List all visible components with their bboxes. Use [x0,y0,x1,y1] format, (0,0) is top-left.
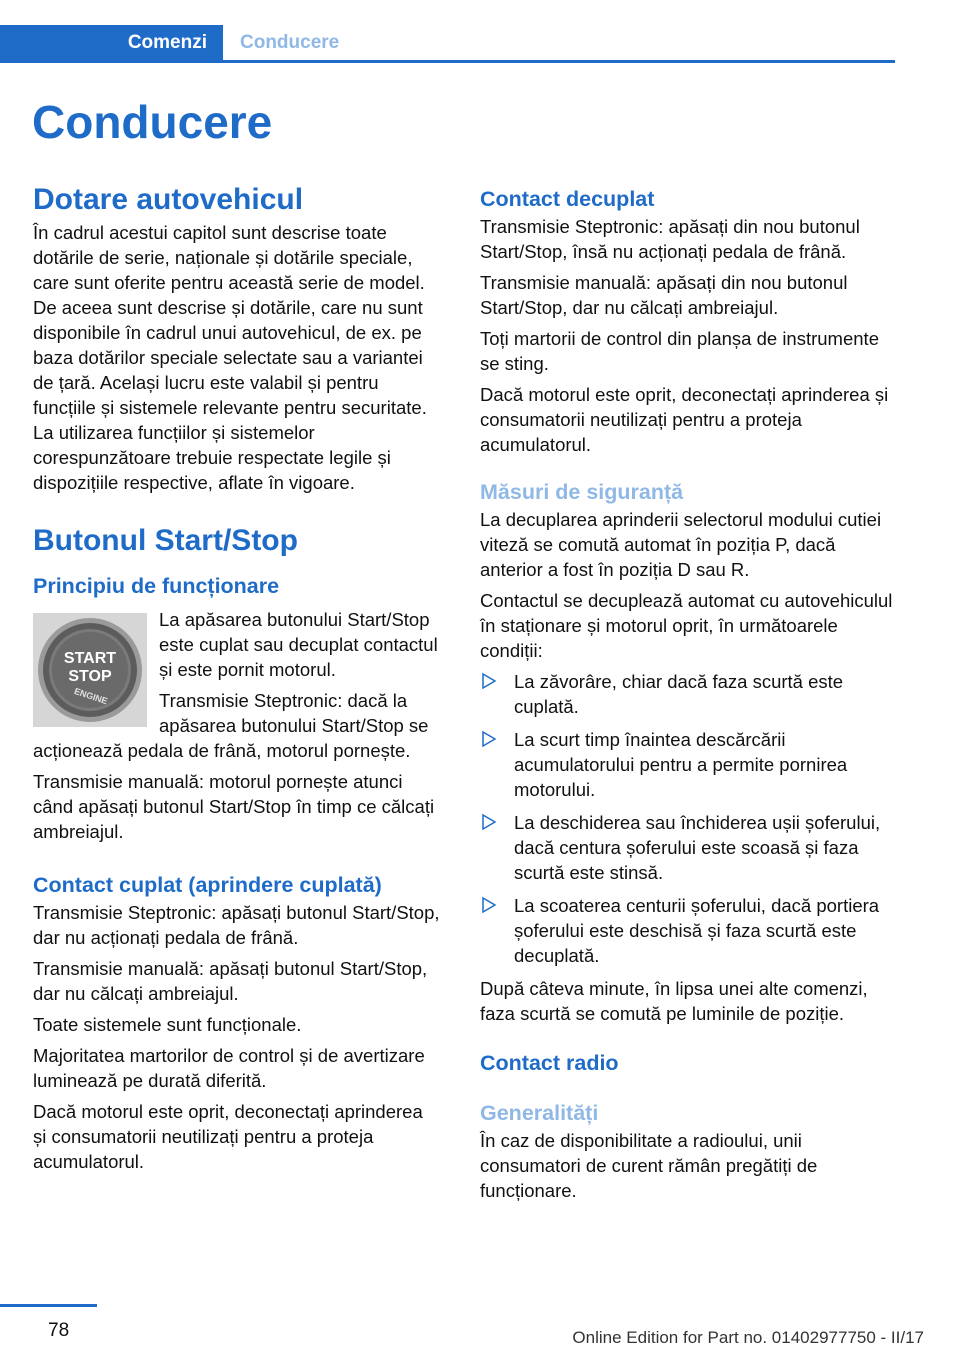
stop-label: STOP [68,668,112,685]
contact-cuplat-text-2: Transmisie manuală: apăsați butonul Start/Stop, dar nu călcați ambreiajul. [33,958,428,1004]
contact-decuplat-text-4: Dacă motorul este oprit, deconectați aprinderea și consumatorii neutilizați pentru a proteja acumulatorul. [480,384,889,455]
list-item [480,893,896,968]
list-item-text: La scurt timp înaintea descărcării acumulatorului pentru a permite pornirea motorului. [514,729,848,800]
page-title: Conducere [32,96,273,148]
header-tabbar [0,25,895,62]
section-title-start-stop: Butonul Start/Stop [33,524,298,557]
contact-cuplat-text-1: Transmisie Steptronic: apăsați butonul Start/Stop, dar nu acționați pedala de frână. [33,902,440,948]
list-item [480,669,896,719]
engine-label: ENGINE [72,686,109,707]
start-stop-figure-block [33,607,441,769]
principiu-text-1: La apăsarea butonului Start/Stop este cuplat sau decuplat contactul și este pornit motorul. [159,609,438,680]
triangle-bullet-icon [482,813,496,831]
list-item [480,727,896,802]
masuri-text-3: După câteva minute, în lipsa unei alte comenzi, faza scurtă se comută pe luminile de poziție. [480,978,868,1024]
subsection-title-principiu: Principiu de funcționare [33,574,280,598]
masuri-text-1: La decuplarea aprinderii selectorul modului cutiei viteză se comută automat în poziția P, dacă anterior a fost în poziția D sau R. [480,509,882,580]
subsection-title-masuri: Măsuri de siguranță [480,480,684,504]
list-item-text: La scoaterea centurii șoferului, dacă portiera șoferului este deschisă și faza scurtă este decuplată. [514,895,880,966]
tab-conducere[interactable]: Conducere [240,32,340,53]
principiu-text-2: Transmisie Steptronic: dacă la apăsarea butonului Start/Stop se acționează pedala de frână, motorul pornește. [33,690,429,761]
tab-comenzi[interactable]: Comenzi [0,25,223,61]
contact-cuplat-text-4: Majoritatea martorilor de control și de avertizare luminează pe durată diferită. [33,1045,425,1091]
list-item-text: La zăvorâre, chiar dacă faza scurtă este cuplată. [514,671,844,717]
subsection-title-contact-decuplat: Contact decuplat [480,187,655,211]
triangle-bullet-icon [482,896,496,914]
footer-rule [0,1304,97,1307]
triangle-bullet-icon [482,672,496,690]
contact-cuplat-text-3: Toate sistemele sunt funcționale. [33,1014,302,1035]
section-title-dotare: Dotare autovehicul [33,183,304,216]
contact-decuplat-text-2: Transmisie manuală: apăsați din nou butonul Start/Stop, dar nu călcați ambreiajul. [480,272,848,318]
subsection-title-generalitati: Generalități [480,1101,599,1125]
start-label: START [63,650,117,667]
page-number: 78 [48,1320,70,1341]
footer-edition-note: Online Edition for Part no. 01402977750 - II/17 [572,1328,924,1347]
left-column [33,180,441,1180]
list-item [480,810,896,885]
header-rule [0,60,895,63]
start-stop-button-icon [33,613,147,727]
contact-decuplat-text-1: Transmisie Steptronic: apăsați din nou butonul Start/Stop, însă nu acționați pedala de frână. [480,216,860,262]
contact-cuplat-text-5: Dacă motorul este oprit, deconectați aprinderea și consumatorii neutilizați pentru a proteja acumulatorul. [33,1101,423,1172]
generalitati-text: În caz de disponibilitate a radioului, unii consumatori de curent rămân pregătiți de funcționare. [480,1130,818,1201]
start-stop-button-image [33,613,147,727]
subsection-title-contact-radio: Contact radio [480,1051,619,1075]
triangle-bullet-icon [482,730,496,748]
list-item-text: La deschiderea sau închiderea ușii șoferului, dacă centura șoferului este scoasă și faza scurtă este stinsă. [514,812,881,883]
conditions-list [480,669,896,968]
section-text-dotare: În cadrul acestui capitol sunt descrise toate dotările de serie, naționale și dotările speciale, care sunt oferite pentru această serie de model. De aceea sunt descrise și dotările, care nu sunt disponibile în cadrul unui autovehicul, de ex. pe baza dotărilor speciale selectate sau a variantei de țară. Același lucru este valabil și pentru funcțiile și sistemele relevante pentru securitate. La utilizarea funcțiilor și sistemelor corespunzătoare trebuie respectate legile și dispozițiile respective, aflate în vigoare. [33,222,427,493]
right-column [480,184,896,1209]
masuri-text-2: Contactul se decuplează automat cu autovehiculul în staționare și motorul oprit, în următoarele condiții: [480,590,893,661]
subsection-title-contact-cuplat: Contact cuplat (aprindere cuplată) [33,873,382,897]
principiu-text-3: Transmisie manuală: motorul pornește atunci când apăsați butonul Start/Stop în timp ce călcați ambreiajul. [33,771,435,842]
contact-decuplat-text-3: Toți martorii de control din planșa de instrumente se sting. [480,328,879,374]
